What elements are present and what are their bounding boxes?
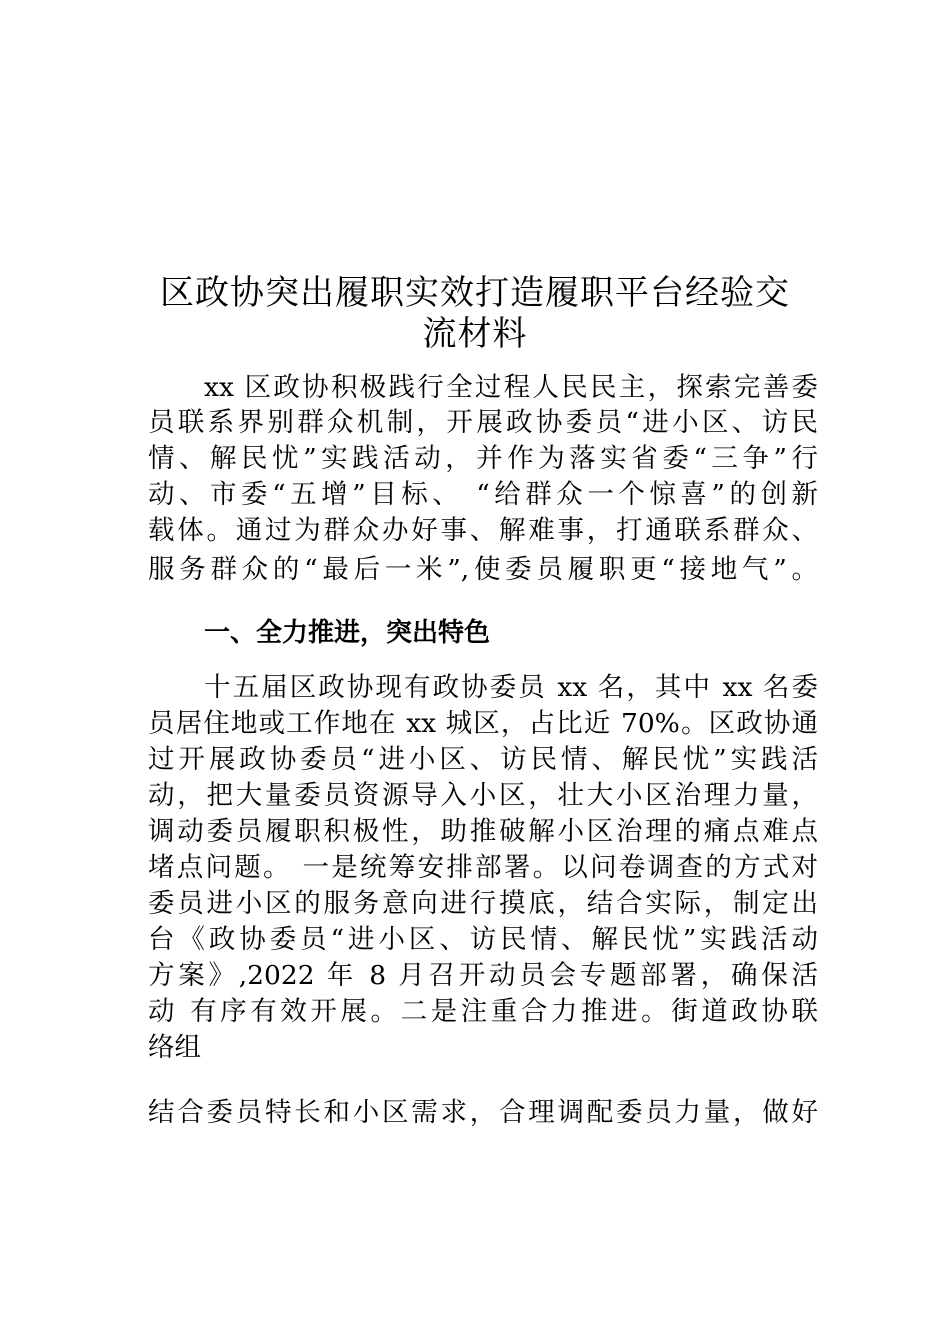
paragraph2-line: 方案》,2022 年 8 月召开动员会专题部署，确保活 [148,960,818,991]
paragraph2-line: 过开展政协委员“进小区、访民情、解民忧”实践活 [148,744,818,775]
paragraph1-line: 动、市委“五增”目标、 “给群众一个惊喜”的创新 [148,479,818,510]
paragraph2-line: 十五届区政协现有政协委员 xx 名，其中 xx 名委 [204,672,818,703]
paragraph2-line: 络组 [148,1032,201,1063]
document-title-line1: 区政协突出履职实效打造履职平台经验交 [160,273,790,313]
paragraph3-line: 结合委员特长和小区需求，合理调配委员力量，做好 [148,1097,818,1128]
paragraph2-line: 调动委员履职积极性，助推破解小区治理的痛点难点 [148,816,818,847]
paragraph2-line: 动，把大量委员资源导入小区，壮大小区治理力量， [148,780,818,811]
paragraph2-line: 动 有序有效开展。二是注重合力推进。街道政协联 [148,996,818,1027]
document-title-line2: 流材料 [422,314,528,354]
paragraph2-line: 台《政协委员“进小区、访民情、解民忧”实践活动 [148,924,818,955]
section-heading: 一、全力推进，突出特色 [204,618,491,648]
paragraph2-line: 员居住地或工作地在 xx 城区，占比近 70%。区政协通 [148,708,818,739]
paragraph2-line: 委员进小区的服务意向进行摸底，结合实际，制定出 [148,888,818,919]
paragraph1-line: 情、解民忧”实践活动，并作为落实省委“三争”行 [148,443,818,474]
paragraph1-line: 载体。通过为群众办好事、解难事，打通联系群众、 [148,515,818,546]
paragraph1-line: 员联系界别群众机制，开展政协委员“进小区、访民 [148,407,818,438]
paragraph2-line: 堵点问题。 一是统筹安排部署。以问卷调查的方式对 [148,852,818,883]
paragraph1-line: xx 区政协积极践行全过程人民民主，探索完善委 [204,372,818,403]
paragraph1-line: 服务群众的“最后一米”,使委员履职更“接地气”。 [148,554,818,585]
